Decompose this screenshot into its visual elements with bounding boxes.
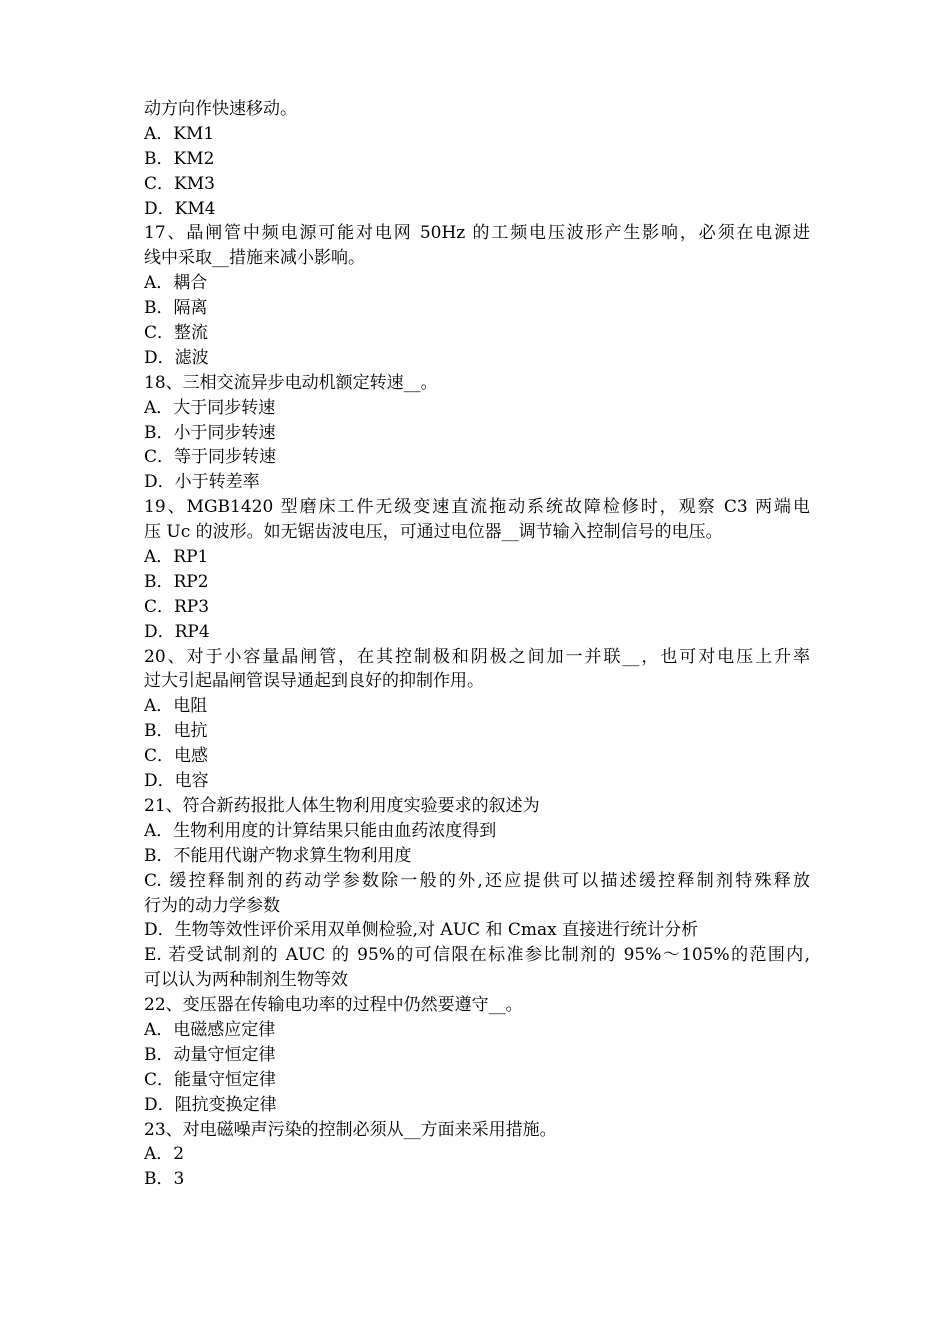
text-line: D．KM4	[144, 198, 216, 219]
text-line: E. 若受试制剂的 AUC 的 95%的可信限在标准参比制剂的 95%～105%的范围内,	[144, 945, 810, 966]
text-line: 23、对电磁噪声污染的控制必须从__方面来采用措施。	[144, 1119, 557, 1140]
text-line: A．电磁感应定律	[144, 1019, 276, 1040]
text-line: A．KM1	[144, 123, 215, 144]
text-line: 过大引起晶闸管误导通起到良好的抑制作用。	[144, 671, 484, 692]
text-line: C．整流	[144, 323, 209, 344]
text-line: D．小于转差率	[144, 472, 260, 493]
text-line: B．KM2	[144, 148, 215, 169]
text-line: B．电抗	[144, 721, 208, 742]
text-line: D．RP4	[144, 621, 210, 642]
text-line: A．生物利用度的计算结果只能由血药浓度得到	[144, 820, 497, 841]
text-line: B．隔离	[144, 298, 208, 319]
text-line: B．RP2	[144, 571, 209, 592]
text-line: 压 Uc 的波形。如无锯齿波电压，可通过电位器__调节输入控制信号的电压。	[144, 522, 723, 543]
text-line: 20、对于小容量晶闸管，在其控制极和阴极之间加一并联__，也可对电压上升率	[144, 646, 810, 667]
text-line: 线中采取__措施来减小影响。	[144, 248, 365, 269]
text-line: A．RP1	[144, 547, 209, 568]
text-line: C. 缓控释制剂的药动学参数除一般的外,还应提供可以描述缓控释制剂特殊释放	[144, 870, 810, 891]
text-line: C．能量守恒定律	[144, 1069, 277, 1090]
text-line: B．3	[144, 1169, 185, 1190]
text-line: A．大于同步转速	[144, 397, 276, 418]
text-line: 22、变压器在传输电功率的过程中仍然要遵守__。	[144, 995, 523, 1016]
text-line: D．电容	[144, 771, 209, 792]
text-line: A．2	[144, 1144, 185, 1165]
text-line: D．阻抗变换定律	[144, 1094, 277, 1115]
text-line: B．不能用代谢产物求算生物利用度	[144, 845, 412, 866]
text-line: 19、MGB1420 型磨床工件无级变速直流拖动系统故障检修时，观察 C3 两端电	[144, 497, 810, 518]
text-line: 17、晶闸管中频电源可能对电网 50Hz 的工频电压波形产生影响，必须在电源进	[144, 223, 810, 244]
text-line: D．滤波	[144, 347, 209, 368]
text-line: C．KM3	[144, 173, 215, 194]
text-line: D．生物等效性评价采用双单侧检验,对 AUC 和 Cmax 直接进行统计分析	[144, 920, 699, 941]
text-line: 动方向作快速移动。	[144, 99, 297, 119]
text-line: A．电阻	[144, 696, 208, 717]
text-line: 可以认为两种制剂生物等效	[144, 970, 348, 991]
text-line: 行为的动力学参数	[144, 895, 280, 916]
text-line: A．耦合	[144, 273, 208, 294]
text-line: C．等于同步转速	[144, 447, 277, 468]
text-line: B．动量守恒定律	[144, 1044, 276, 1065]
text-line: C．RP3	[144, 596, 210, 617]
text-line: C．电感	[144, 746, 209, 767]
document-page	[144, 97, 810, 1192]
text-line: B．小于同步转速	[144, 422, 276, 443]
text-line: 18、三相交流异步电动机额定转速__。	[144, 372, 438, 393]
text-line: 21、符合新药报批人体生物利用度实验要求的叙述为	[144, 795, 540, 816]
